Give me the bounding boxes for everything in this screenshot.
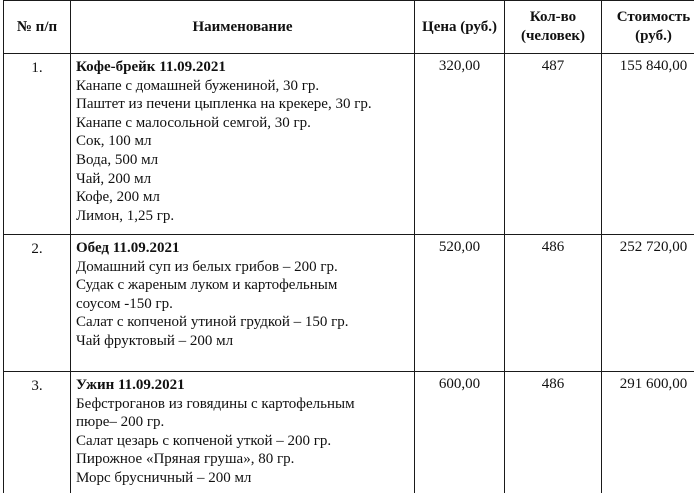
menu-item: Кофе, 200 мл: [76, 189, 160, 206]
menu-item: Лимон, 1,25 гр.: [76, 207, 175, 224]
menu-item: Чай, 200 мл: [76, 170, 152, 187]
menu-item: Морс брусничный – 200 мл: [76, 469, 252, 486]
header-total: [602, 1, 694, 54]
menu-item: Пирожное «Пряная груша», 80 гр.: [76, 451, 295, 468]
row-title: Кофе-брейк 11.09.2021: [76, 59, 226, 75]
row-total: 252 720,00: [602, 235, 694, 372]
row-qty: 486: [505, 235, 602, 372]
row-price: 520,00: [415, 235, 505, 372]
menu-item: пюре– 200 гр.: [76, 414, 165, 431]
table-row: [4, 235, 694, 372]
row-title: Ужин 11.09.2021: [76, 377, 185, 393]
row-number: 1.: [4, 54, 71, 235]
menu-item: Канапе с домашней бужениной, 30 гр.: [76, 77, 320, 94]
menu-item: Судак с жареным луком и картофельным: [76, 277, 338, 294]
row-qty: 487: [505, 54, 602, 235]
row-number: 3.: [4, 372, 71, 493]
header-total-line2: (руб.): [635, 28, 672, 44]
menu-item: Салат с копченой утиной грудкой – 150 гр.: [76, 314, 349, 331]
catering-table: [3, 0, 694, 493]
menu-item: Чай фруктовый – 200 мл: [76, 332, 234, 349]
menu-item: Паштет из печени цыпленка на крекере, 30 гр.: [76, 96, 372, 113]
header-qty: [505, 1, 602, 54]
header-name: Наименование: [71, 1, 415, 54]
row-name: [71, 372, 415, 493]
menu-item: Сок, 100 мл: [76, 133, 152, 150]
menu-item: Канапе с малосольной семгой, 30 гр.: [76, 114, 311, 131]
menu-item: соусом -150 гр.: [76, 295, 173, 312]
menu-item: Вода, 500 мл: [76, 151, 159, 168]
row-qty: 486: [505, 372, 602, 493]
row-total: 291 600,00: [602, 372, 694, 493]
row-name: [71, 54, 415, 235]
row-name: [71, 235, 415, 372]
header-price: Цена (руб.): [415, 1, 505, 54]
table-row: [4, 372, 694, 493]
menu-item: Домашний суп из белых грибов – 200 гр.: [76, 258, 338, 275]
header-qty-line1: Кол-во: [529, 9, 577, 25]
header-qty-line2: (человек): [520, 28, 586, 44]
row-price: 320,00: [415, 54, 505, 235]
row-price: 600,00: [415, 372, 505, 493]
row-title: Обед 11.09.2021: [76, 240, 180, 256]
header-row: [4, 1, 694, 54]
row-total: 155 840,00: [602, 54, 694, 235]
table-row: [4, 54, 694, 235]
menu-item: Салат цезарь с копченой уткой – 200 гр.: [76, 432, 332, 449]
row-number: 2.: [4, 235, 71, 372]
header-num: № п/п: [4, 1, 71, 54]
menu-item: Бефстроганов из говядины с картофельным: [76, 395, 355, 412]
header-total-line1: Стоимость: [616, 9, 691, 25]
